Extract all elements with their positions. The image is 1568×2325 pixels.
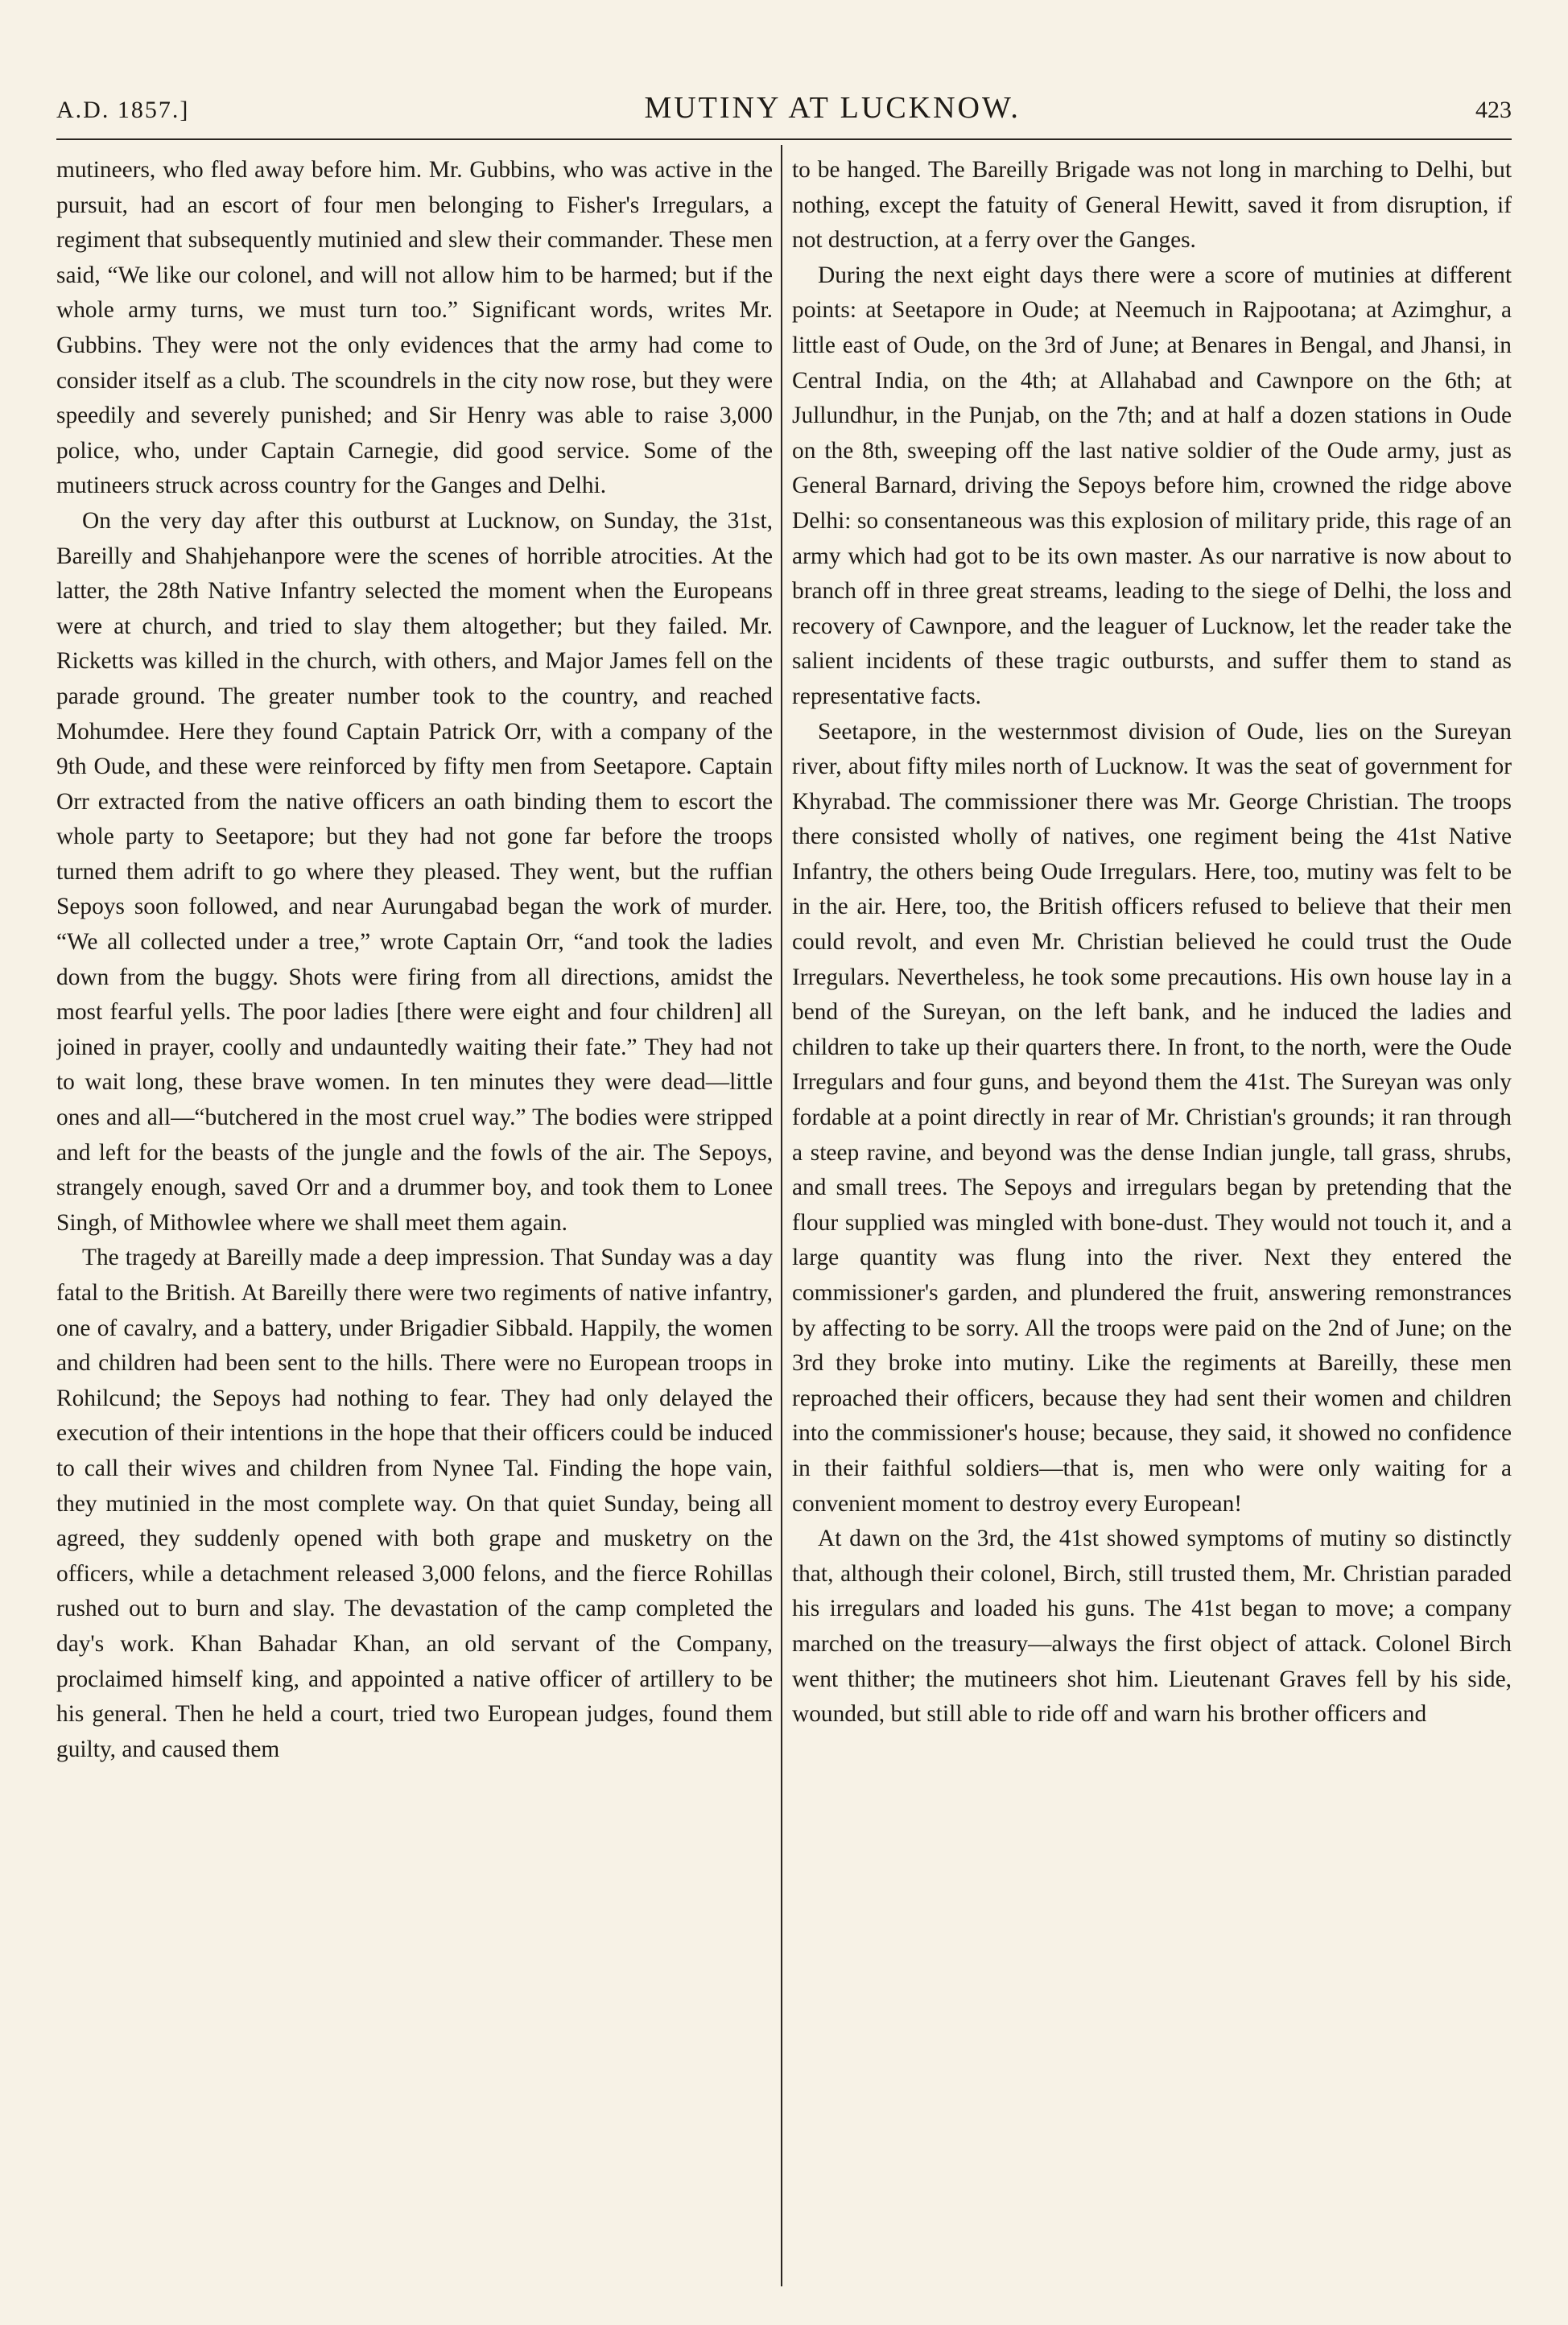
left-column xyxy=(56,153,773,2286)
paragraph: At dawn on the 3rd, the 41st showed symptoms of mutiny so distinctly that, although their colonel, Birch, still trusted them, Mr. Christian paraded his irregulars and loaded his guns. The 41st began to move; a company marched on the treasury—always the first object of attack. Colonel Birch went thither; the mutineers shot him. Lieutenant Graves fell by his side, wounded, but still able to ride off and warn his brother officers and xyxy=(792,1526,1512,1728)
right-column xyxy=(792,153,1512,2286)
paragraph: Seetapore, in the westernmost division of Oude, lies on the Sureyan river, about fifty miles north of Lucknow. It was the seat of government for Khyrabad. The commissioner there was Mr. George Christian. The troops there consisted wholly of natives, one regiment being the 41st Native Infantry, the others being Oude Irregulars. Here, too, mutiny was felt to be in the air. Here, too, the British officers refused to believe that their men could revolt, and even Mr. Christian believed he could trust the Oude Irregulars. Nevertheless, he took some precautions. His own house lay in a bend of the Sureyan, on the left bank, and he induced the ladies and children to take up their quarters there. In front, to the north, were the Oude Irregulars and four guns, and beyond them the 41st. The Sureyan was only fordable at a point directly in rear of Mr. Christian's grounds; it ran through a steep ravine, and beyond was the dense Indian jungle, tall grass, shrubs, and small trees. The Sepoys and irregulars began by pretending that the flour supplied was mingled with bone-dust. They would not touch it, and a large quantity was flung into the river. Next they entered the commissioner's garden, and plundered the fruit, answering remonstrances by affecting to be sorry. All the troops were paid on the 2nd of June; on the 3rd they broke into mutiny. Like the regiments at Bareilly, these men reproached their officers, because they had sent their women and children into the commissioner's house; because, they said, it showed no confidence in their faithful soldiers—that is, men who were only waiting for a convenient moment to destroy every European! xyxy=(792,718,1512,1517)
paragraph: mutineers, who fled away before him. Mr. Gubbins, who was active in the pursuit, had an escort of four men belonging to Fisher's Irregulars, a regiment that subsequently mutinied and slew their commander. These men said, “We like our colonel, and will not allow him to be harmed; but if the whole army turns, we must turn too.” Significant words, writes Mr. Gubbins. They were not the only evidences that the army had come to consider itself as a club. The scoundrels in the city now rose, but they were speedily and severely punished; and Sir Henry was able to raise 3,000 police, who, under Captain Carnegie, did good service. Some of the mutineers struck across country for the Ganges and Delhi. xyxy=(56,157,773,499)
paragraph: During the next eight days there were a score of mutinies at different points: at Seetapore in Oude; at Neemuch in Rajpootana; at Azimghur, a little east of Oude, on the 3rd of June; at Benares in Bengal, and Jhansi, in Central India, on the 4th; at Allahabad and Cawnpore on the 6th; at Jullundhur, in the Punjab, on the 7th; and at half a dozen stations in Oude on the 8th, sweeping off the last native soldier of the Oude army, just as General Barnard, driving the Sepoys before him, crowned the ridge above Delhi: so consentaneous was this explosion of military pride, this rage of an army which had got to be its own master. As our narrative is now about to branch off in three great streams, leading to the siege of Delhi, the loss and recovery of Cawnpore, and the leaguer of Lucknow, let the reader take the salient incidents of these tragic outbursts, and suffer them to stand as representative facts. xyxy=(792,262,1512,709)
page-number: 423 xyxy=(1475,97,1512,123)
paragraph: to be hanged. The Bareilly Brigade was not long in marching to Delhi, but nothing, except the fatuity of General Hewitt, saved it from disruption, if not destruction, at a ferry over the Ganges. xyxy=(792,157,1512,254)
header-date: A.D. 1857.] xyxy=(56,97,190,123)
header-rule xyxy=(56,138,1512,140)
header-title: MUTINY AT LUCKNOW. xyxy=(644,91,1021,125)
column-divider xyxy=(781,145,782,2286)
running-header xyxy=(56,90,1512,126)
paragraph: On the very day after this outburst at Lucknow, on Sunday, the 31st, Bareilly and Shahjehanpore were the scenes of horrible atrocities. At the latter, the 28th Native Infantry selected the moment when the Europeans were at church, and tried to slay them altogether; but they failed. Mr. Ricketts was killed in the church, with others, and Major James fell on the parade ground. The greater number took to the country, and reached Mohumdee. Here they found Captain Patrick Orr, with a company of the 9th Oude, and these were reinforced by fifty men from Seetapore. Captain Orr extracted from the native officers an oath binding them to escort the whole party to Seetapore; but they had not gone far before the troops turned them adrift to go where they pleased. They went, but the ruffian Sepoys soon followed, and near Aurungabad began the work of murder. “We all collected under a tree,” wrote Captain Orr, “and took the ladies down from the buggy. Shots were firing from all directions, amidst the most fearful yells. The poor ladies [there were eight and four children] all joined in prayer, coolly and undauntedly waiting their fate.” They had not to wait long, these brave women. In ten minutes they were dead—little ones and all—“butchered in the most cruel way.” The bodies were stripped and left for the beasts of the jungle and the fowls of the air. The Sepoys, strangely enough, saved Orr and a drummer boy, and took them to Lonee Singh, of Mithowlee where we shall meet them again. xyxy=(56,507,773,1236)
paragraph: The tragedy at Bareilly made a deep impression. That Sunday was a day fatal to the British. At Bareilly there were two regiments of native infantry, one of cavalry, and a battery, under Brigadier Sibbald. Happily, the women and children had been sent to the hills. There were no European troops in Rohilcund; the Sepoys had nothing to fear. They had only delayed the execution of their intentions in the hope that their officers could be induced to call their wives and children from Nynee Tal. Finding the hope vain, they mutinied in the most complete way. On that quiet Sunday, being all agreed, they suddenly opened with both grape and musketry on the officers, while a detachment released 3,000 felons, and the fierce Rohillas rushed out to burn and slay. The devastation of the camp completed the day's work. Khan Bahadar Khan, an old servant of the Company, proclaimed himself king, and appointed a native officer of artillery to be his general. Then he held a court, tried two European judges, found them guilty, and caused them xyxy=(56,1245,773,1762)
